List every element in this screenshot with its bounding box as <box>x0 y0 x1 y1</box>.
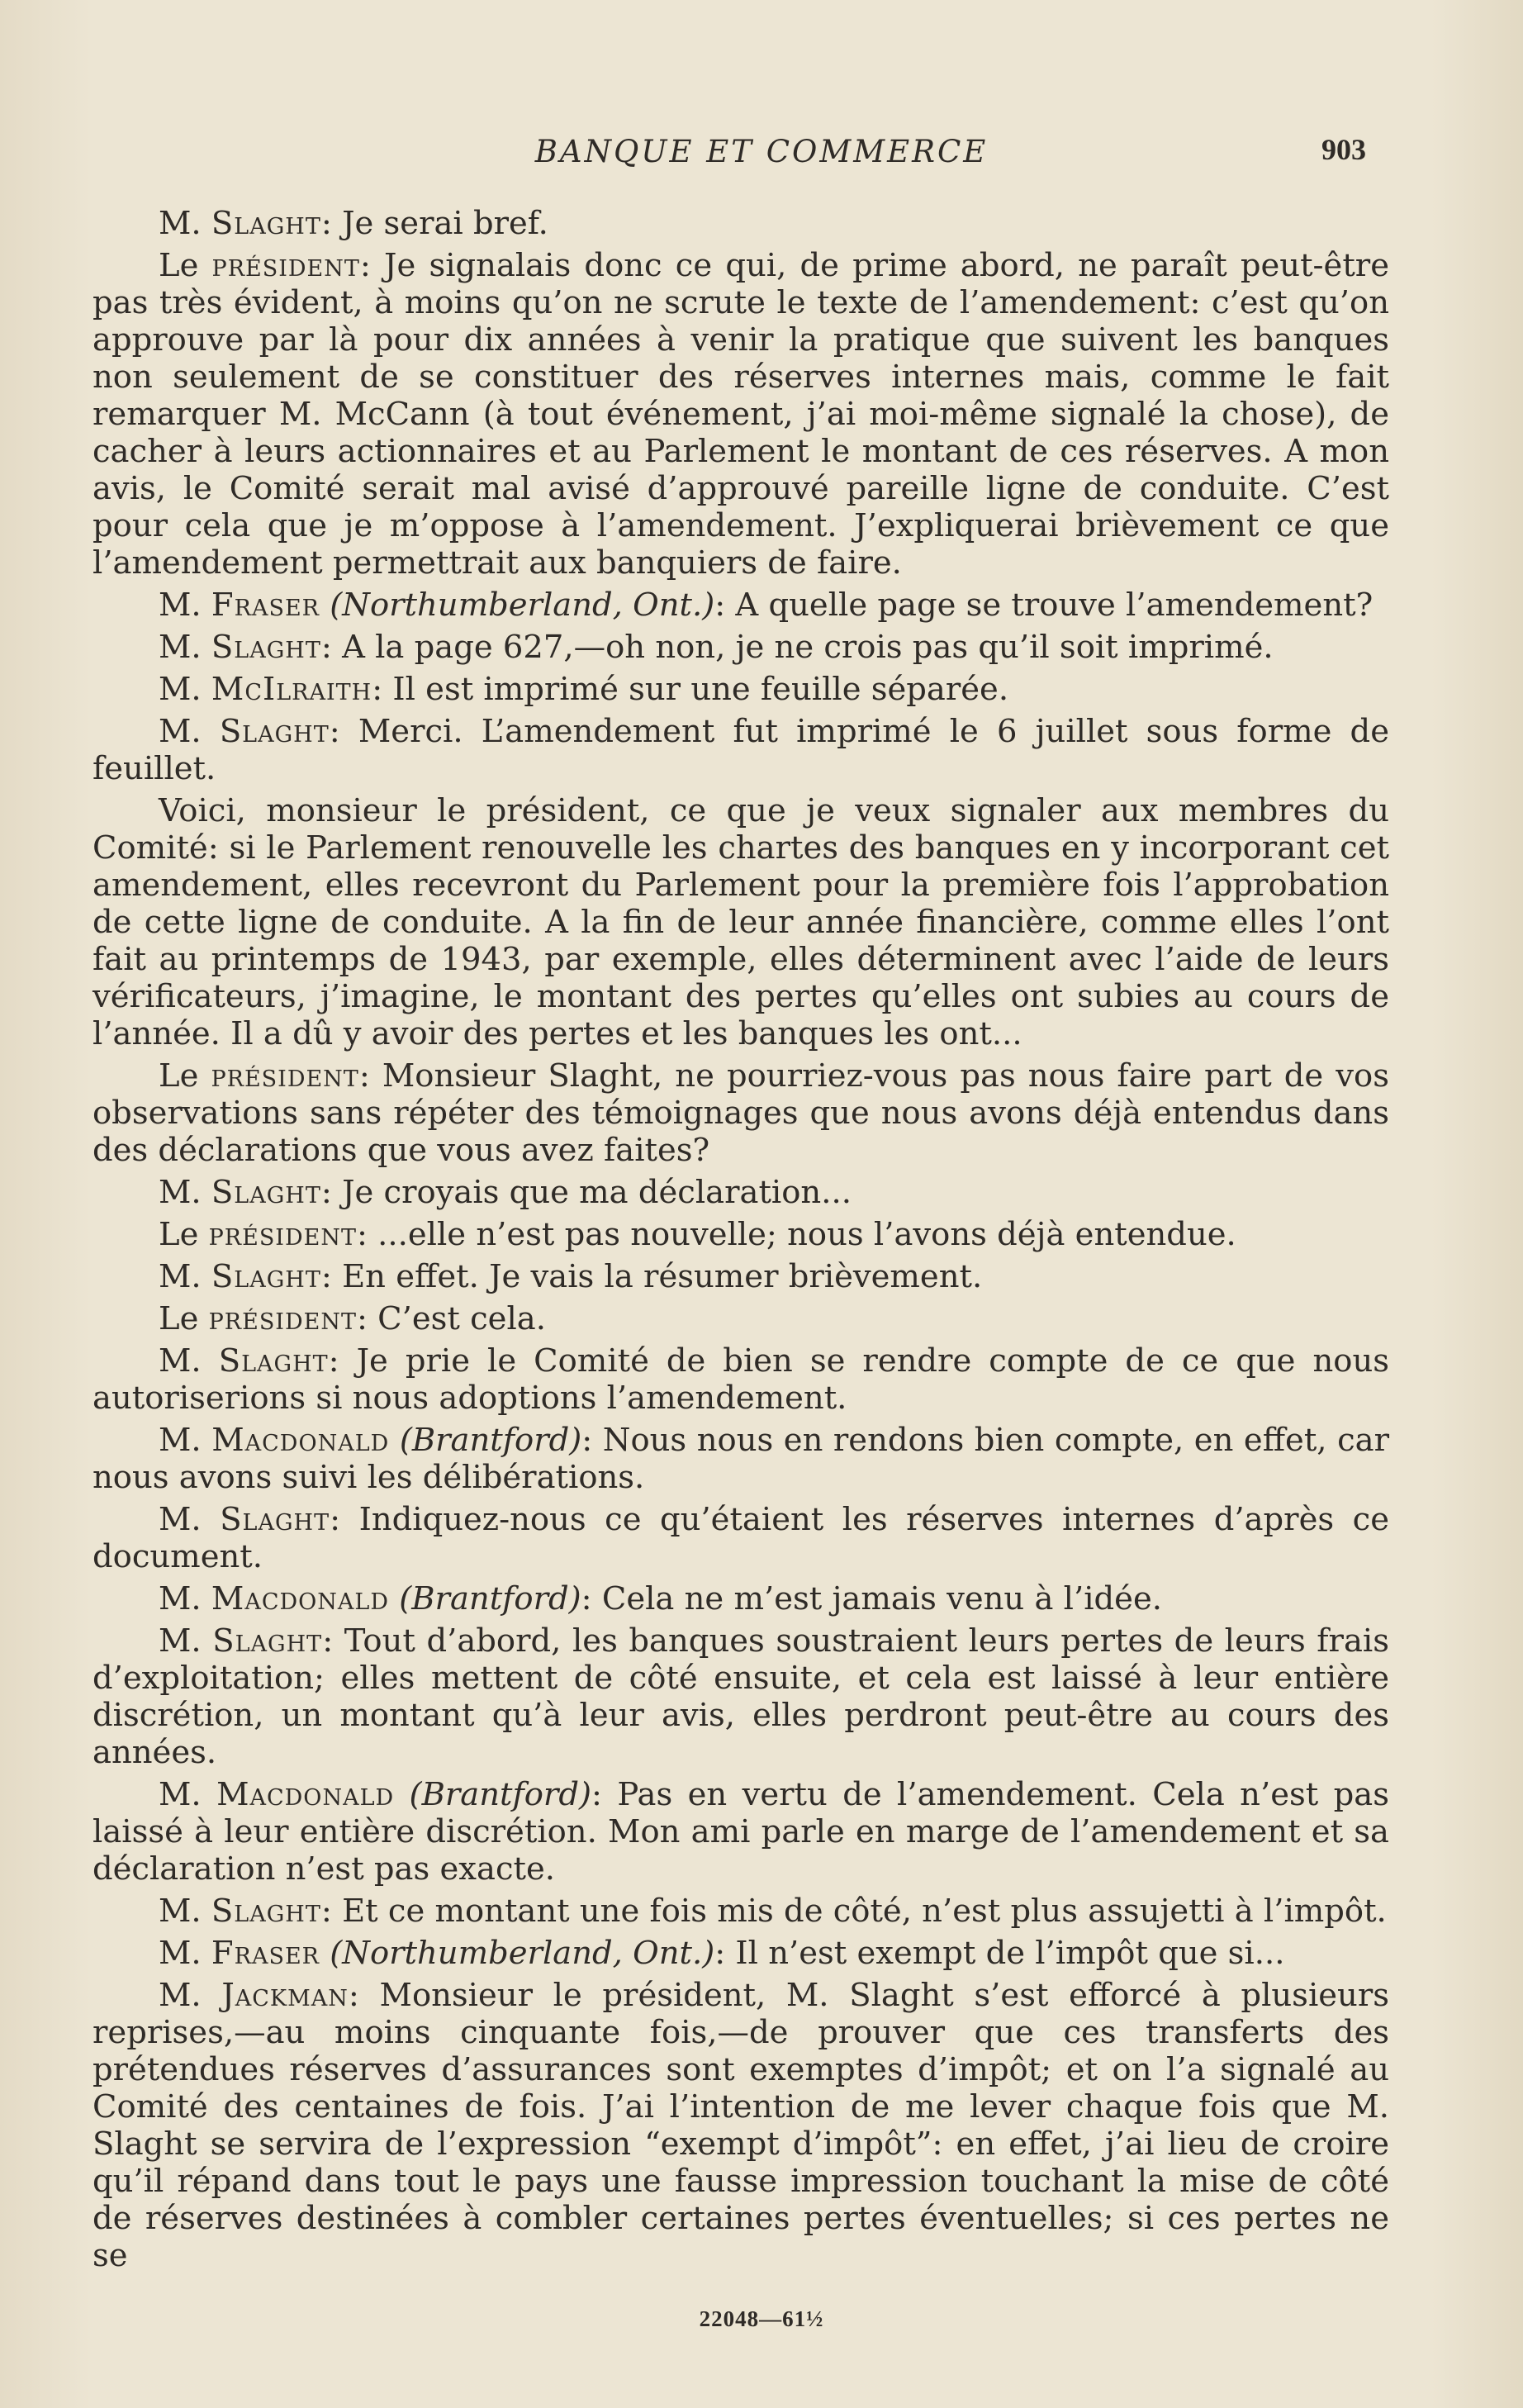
speaker-name: Slaght <box>212 1622 323 1660</box>
riding-name: (Brantford) <box>409 1776 591 1813</box>
speaker-name: Macdonald <box>211 1422 390 1459</box>
paragraph: M. Jackman: Monsieur le président, M. Slaght s’est efforcé à plusieurs reprises,—au moins cinquante fois,—de prouver que ces transferts des prétendues réserves d’assurances sont exemptes d’impôt; et on l’a signalé au Comité des centaines de fois. J’ai l’intention de me lever chaque fois que M. Slaght se servira de l’expression “exempt d’impôt”: en effet, j’ai lieu de croire qu’il répand dans tout le pays une fausse impression touchant la mise de côté de réserves destinées à combler certaines pertes éventuelles; si ces pertes ne se <box>93 1977 1389 2274</box>
speaker-name: Slaght <box>211 629 321 666</box>
paragraph: M. Slaght: En effet. Je vais la résumer brièvement. <box>159 1258 983 1295</box>
paragraph: Le président: Monsieur Slaght, ne pourriez-vous pas nous faire part de vos observations sans répéter des témoignages que nous avons déjà entendus dans des déclarations que vous avez faites? <box>93 1057 1389 1169</box>
riding-name: (Brantford) <box>399 1580 581 1617</box>
speaker-name: président <box>211 247 360 284</box>
speaker-name: Macdonald <box>216 1776 395 1813</box>
paragraph: M. Macdonald (Brantford): Pas en vertu de l’amendement. Cela n’est pas laissé à leur entière discrétion. Mon ami parle en marge de l’amendement et sa déclaration n’est pas exacte. <box>93 1776 1389 1888</box>
paragraph: M. Fraser (Northumberland, Ont.): A quelle page se trouve l’amendement? <box>159 587 1374 624</box>
paragraph: M. Fraser (Northumberland, Ont.): Il n’est exempt de l’impôt que si... <box>159 1935 1285 1972</box>
paragraph: M. Slaght: Merci. L’amendement fut imprimé le 6 juillet sous forme de feuillet. <box>93 713 1389 787</box>
speaker-name: McIlraith <box>211 671 372 708</box>
speaker-name: Slaght <box>220 1501 330 1538</box>
speaker-name: Fraser <box>211 587 320 624</box>
riding-name: (Northumberland, Ont.) <box>330 587 715 624</box>
speaker-name: Jackman <box>221 1977 349 2014</box>
speaker-name: Slaght <box>211 1174 321 1211</box>
paragraph: Voici, monsieur le président, ce que je veux signaler aux membres du Comité: si le Parlement renouvelle les chartes des banques en y incorporant cet amendement, elles recevront du Parlement pour la première fois l’approbation de cette ligne de conduite. A la fin de leur année financière, comme elles l’ont fait au printemps de 1943, par exemple, elles déterminent avec l’aide de leurs vérificateurs, j’imagine, le montant des pertes qu’elles ont subies au cours de l’année. Il a dû y avoir des pertes et les banques les ont... <box>93 792 1389 1052</box>
riding-name: (Northumberland, Ont.) <box>330 1935 715 1972</box>
paragraph: Le président: Je signalais donc ce qui, de prime abord, ne paraît peut-être pas très évident, à moins qu’on ne scrute le texte de l’amendement: c’est qu’on approuve par là pour dix années à venir la pratique que suivent les banques non seulement de se constituer des réserves internes mais, comme le fait remarquer M. McCann (à tout événement, j’ai moi-même signalé la chose), de cacher à leurs actionnaires et au Parlement le montant de ces réserves. A mon avis, le Comité serait mal avisé d’approuvé pareille ligne de conduite. C’est pour cela que je m’oppose à l’amendement. J’expliquerai brièvement ce que l’amendement permettrait aux banquiers de faire. <box>93 247 1389 582</box>
paragraph: Le président: ...elle n’est pas nouvelle; nous l’avons déjà entendue. <box>159 1216 1236 1253</box>
riding-name: (Brantford) <box>399 1422 582 1459</box>
speaker-name: président <box>211 1057 359 1095</box>
paragraph: M. McIlraith: Il est imprimé sur une feuille séparée. <box>159 671 1009 708</box>
paragraph: M. Slaght: Indiquez-nous ce qu’étaient les réserves internes d’après ce document. <box>93 1501 1389 1575</box>
paragraph: M. Macdonald (Brantford): Nous nous en rendons bien compte, en effet, car nous avons suivi les délibérations. <box>93 1422 1389 1496</box>
page-number: 903 <box>1321 133 1366 166</box>
paragraph: M. Slaght: A la page 627,—oh non, je ne crois pas qu’il soit imprimé. <box>159 629 1274 666</box>
speaker-name: Macdonald <box>211 1580 389 1617</box>
printer-signature: 22048—61½ <box>699 2306 824 2331</box>
speaker-name: Fraser <box>211 1935 320 1972</box>
speaker-name: Slaght <box>219 713 330 750</box>
paragraph: M. Slaght: Et ce montant une fois mis de côté, n’est plus assujetti à l’impôt. <box>159 1893 1387 1930</box>
speaker-name: président <box>208 1216 357 1253</box>
speaker-name: président <box>208 1300 357 1337</box>
speaker-name: Slaght <box>211 1258 321 1295</box>
paragraph: Le président: C’est cela. <box>159 1300 546 1337</box>
speaker-name: Slaght <box>211 1893 321 1930</box>
paragraph: M. Macdonald (Brantford): Cela ne m’est jamais venu à l’idée. <box>159 1580 1162 1617</box>
paragraph: M. Slaght: Je croyais que ma déclaration... <box>159 1174 852 1211</box>
running-head: BANQUE ET COMMERCE <box>534 134 989 169</box>
paragraph: M. Slaght: Tout d’abord, les banques soustraient leurs pertes de leurs frais d’exploitation; elles mettent de côté ensuite, et cela est laissé à leur entière discrétion, un montant qu’à leur avis, elles perdront peut-être au cours des années. <box>93 1622 1389 1771</box>
paragraph: M. Slaght: Je serai bref. <box>159 205 548 242</box>
paragraph: M. Slaght: Je prie le Comité de bien se rendre compte de ce que nous autoriserions si nous adoptions l’amendement. <box>93 1342 1389 1417</box>
speaker-name: Slaght <box>211 205 321 242</box>
transcript-body <box>93 205 1389 2279</box>
speaker-name: Slaght <box>218 1342 329 1380</box>
